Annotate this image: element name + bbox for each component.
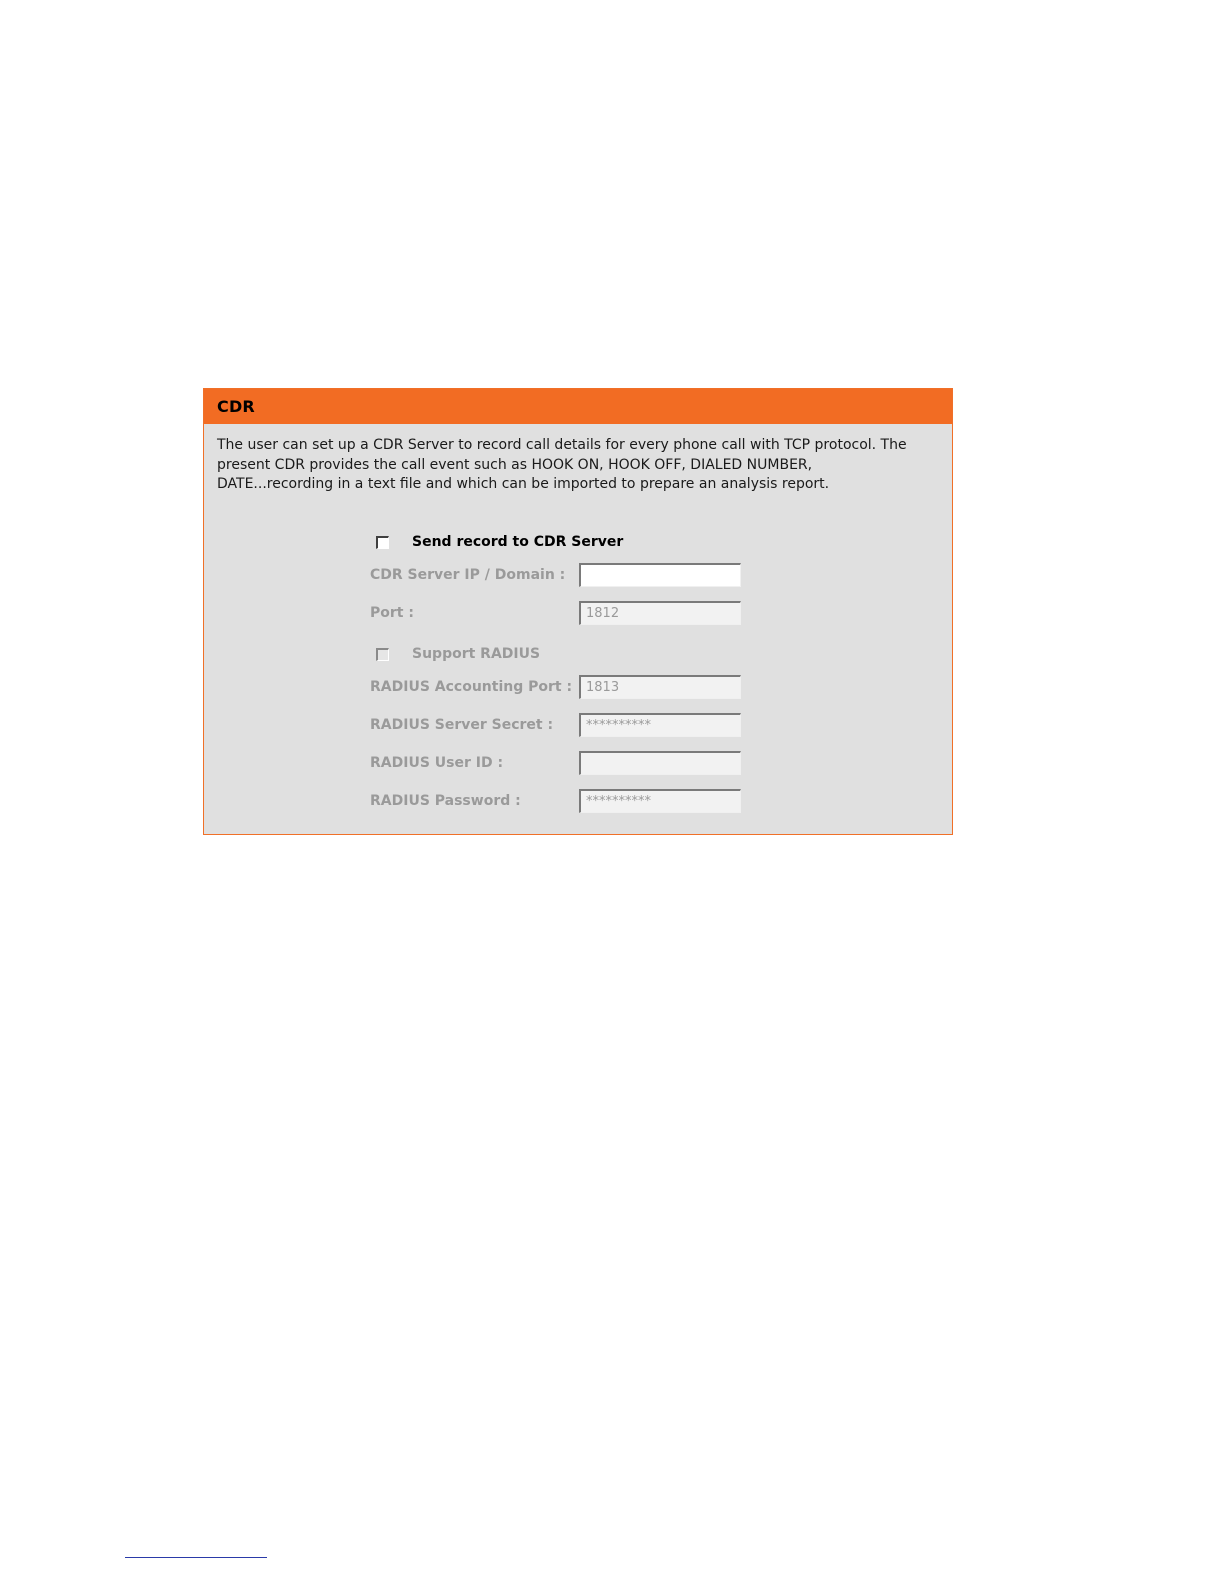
- radius-accounting-port-input[interactable]: [579, 675, 741, 699]
- radius-password-row: [370, 788, 790, 814]
- radius-server-secret-label: RADIUS Server Secret :: [370, 717, 554, 733]
- support-radius-label: Support RADIUS: [412, 646, 541, 662]
- radius-server-secret-input[interactable]: [579, 713, 741, 737]
- send-record-checkbox[interactable]: [376, 536, 389, 549]
- radius-password-input[interactable]: [579, 789, 741, 813]
- port-row: [370, 600, 790, 626]
- radius-accounting-port-row: [370, 674, 790, 700]
- radius-password-label: RADIUS Password :: [370, 793, 521, 809]
- radius-user-id-input[interactable]: [579, 751, 741, 775]
- support-radius-checkbox[interactable]: [376, 648, 389, 661]
- panel-title: CDR: [217, 397, 255, 416]
- radius-user-id-row: [370, 750, 790, 776]
- port-input[interactable]: [579, 601, 741, 625]
- port-label: Port :: [370, 605, 414, 621]
- radius-server-secret-row: [370, 712, 790, 738]
- cdr-server-input[interactable]: [579, 563, 741, 587]
- radius-accounting-port-label: RADIUS Accounting Port :: [370, 679, 573, 695]
- panel-body: [204, 424, 952, 495]
- panel-description: The user can set up a CDR Server to record call details for every phone call with TCP protocol. The present CDR provides the call event such as HOOK ON, HOOK OFF, DIALED NUMBER, DATE...recording in a text file and which can be imported to prepare an analysis report.: [217, 437, 907, 492]
- send-record-row: [376, 532, 623, 552]
- cdr-server-row: [370, 562, 790, 588]
- support-radius-row: [376, 644, 540, 664]
- radius-user-id-label: RADIUS User ID :: [370, 755, 504, 771]
- panel-header: [204, 389, 952, 424]
- footer-divider-line: [125, 1557, 267, 1558]
- send-record-label: Send record to CDR Server: [412, 534, 624, 550]
- cdr-panel: [203, 388, 953, 835]
- cdr-server-label: CDR Server IP / Domain :: [370, 567, 566, 583]
